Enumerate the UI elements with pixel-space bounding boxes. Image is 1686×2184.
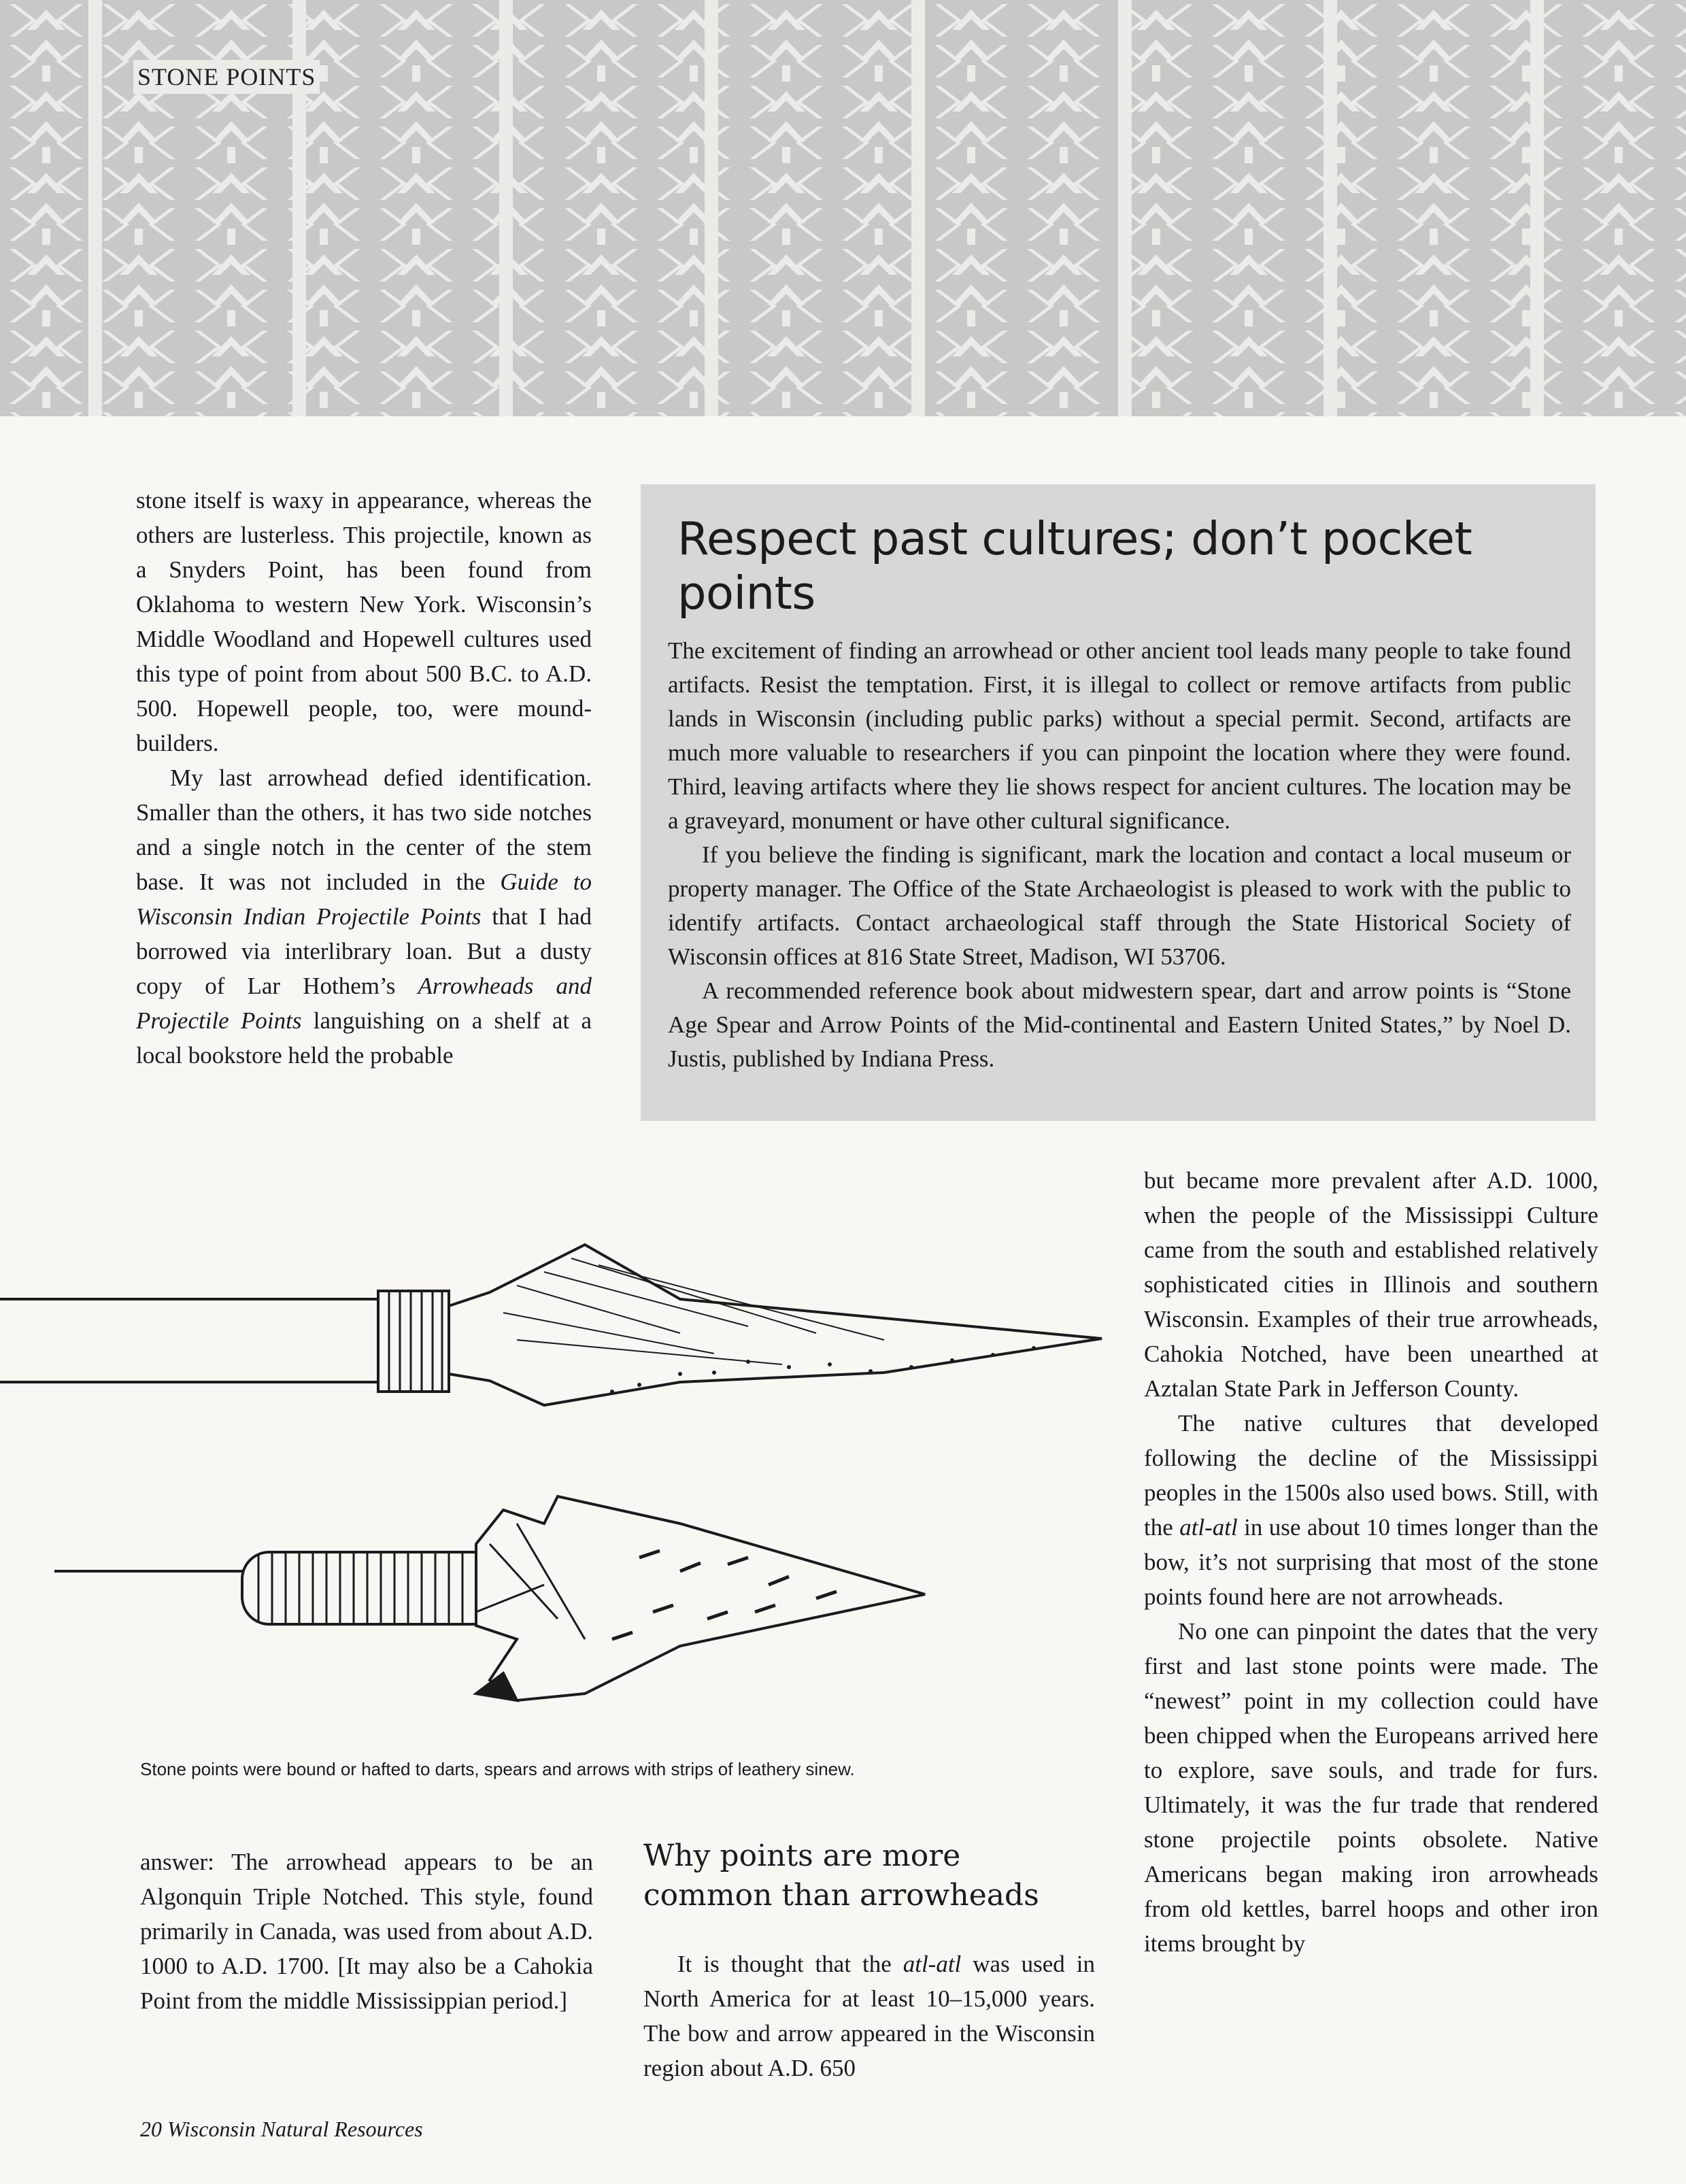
- left-column-top: [136, 483, 592, 1073]
- sidebar-paragraph-1: The excitement of finding an arrowhead or other ancient tool leads many people to take found artifacts. Resist the temptation. First, it is illegal to collect or remove artifacts from public lands in Wisconsin (including public parks) without a special permit. Second, artifacts are much more valuable to researchers if you can pinpoint the location where they were found. Third, leaving artifacts where they lie shows respect for ancient cultures. The location may be a graveyard, monument or have other cultural significance.: [668, 637, 1571, 834]
- page-footer: 20 Wisconsin Natural Resources: [140, 2117, 423, 2141]
- left-column-bottom: [140, 1845, 593, 2018]
- left-bottom-paragraph: answer: The arrowhead appears to be an Algonquin Triple Notched. This style, found primarily in Canada, was used from about A.D. 1000 to A.D. 1700. [It may also be a Cahokia Point from the middle Mississippian period.]: [140, 1849, 593, 2014]
- middle-column: [643, 1947, 1095, 2085]
- left-paragraph-1: stone itself is waxy in appearance, whereas the others are lusterless. This projectile, known as a Snyders Point, has been found from Oklahoma to western New York. Wisconsin’s Middle Woodland and Hopewell cultures used this type of point from about 500 B.C. to A.D. 500. Hopewell people, too, were mound-builders.: [136, 487, 592, 756]
- sidebar-box: [641, 484, 1596, 1121]
- sidebar-paragraph-3: A recommended reference book about midwestern spear, dart and arrow points is “Stone Age Spear and Arrow Points of the Mid-continental and Eastern United States,” by Noel D. Justis, published by Indiana Press.: [668, 977, 1571, 1072]
- book-title: Guide to Wisconsin Indian Projectile Points: [136, 869, 592, 930]
- dart-point-drawing: [54, 1496, 925, 1700]
- middle-paragraph: It is thought that the atl-atl was used in North America for at least 10–15,000 years. The bow and arrow appeared in the Wisconsin region about A.D. 650: [643, 1951, 1095, 2081]
- term-atl-atl: atl-atl: [903, 1951, 962, 1977]
- decorative-banner: [0, 0, 1686, 416]
- term-atl-atl: atl-atl: [1179, 1514, 1238, 1541]
- right-paragraph-1: but became more prevalent after A.D. 1000, when the people of the Mississippi Culture came from the south and established relatively sophisticated cities in Illinois and southern Wisconsin. Examples of their true arrowheads, Cahokia Notched, have been unearthed at Aztalan State Park in Jefferson County.: [1144, 1167, 1598, 1402]
- right-paragraph-3: No one can pinpoint the dates that the very first and last stone points were made. The “newest” point in my collection could have been chipped when the Europeans arrived here to explore, save souls, and trade for furs. Ultimately, it was the fur trade that rendered stone projectile points obsolete. Native Americans began making iron arrowheads from old kettles, barrel hoops and other iron items brought by: [1144, 1618, 1598, 1957]
- left-paragraph-2: My last arrowhead defied identification. Smaller than the others, it has two side notches and a single notch in the center of the stem base. It was not included in the Guide to Wisconsin Indian Projectile Points that I had borrowed via interlibrary loan. But a dusty copy of Lar Hothem’s Arrowheads and Projectile Points languishing on a shelf at a local bookstore held the probable: [136, 765, 592, 1069]
- section-label: STONE POINTS: [133, 60, 320, 94]
- right-column: [1144, 1163, 1598, 1961]
- right-paragraph-2: The native cultures that developed following the decline of the Mississippi peoples in the 1500s also used bows. Still, with the atl-atl in use about 10 times longer than the bow, it’s not surprising that most of the stone points found here are not arrowheads.: [1144, 1410, 1598, 1610]
- figure-caption: Stone points were bound or hafted to darts, spears and arrows with strips of leathery sinew.: [140, 1759, 855, 1779]
- sidebar-body: [665, 634, 1571, 1076]
- hafted-points-illustration: [0, 1204, 1115, 1734]
- sidebar-paragraph-2: If you believe the finding is significant, mark the location and contact a local museum or property manager. The Office of the State Archaeologist is pleased to work with the public to identify artifacts. Contact archaeological staff through the State Historical Society of Wisconsin offices at 816 State Street, Madison, WI 53706.: [668, 841, 1571, 970]
- sidebar-title: Respect past cultures; don’t pocket points: [677, 512, 1472, 620]
- spear-point-drawing: [0, 1245, 1102, 1405]
- section-subhead: Why points are more common than arrowheads: [643, 1838, 1039, 1913]
- book-title: Arrowheads and Projectile Points: [136, 973, 592, 1034]
